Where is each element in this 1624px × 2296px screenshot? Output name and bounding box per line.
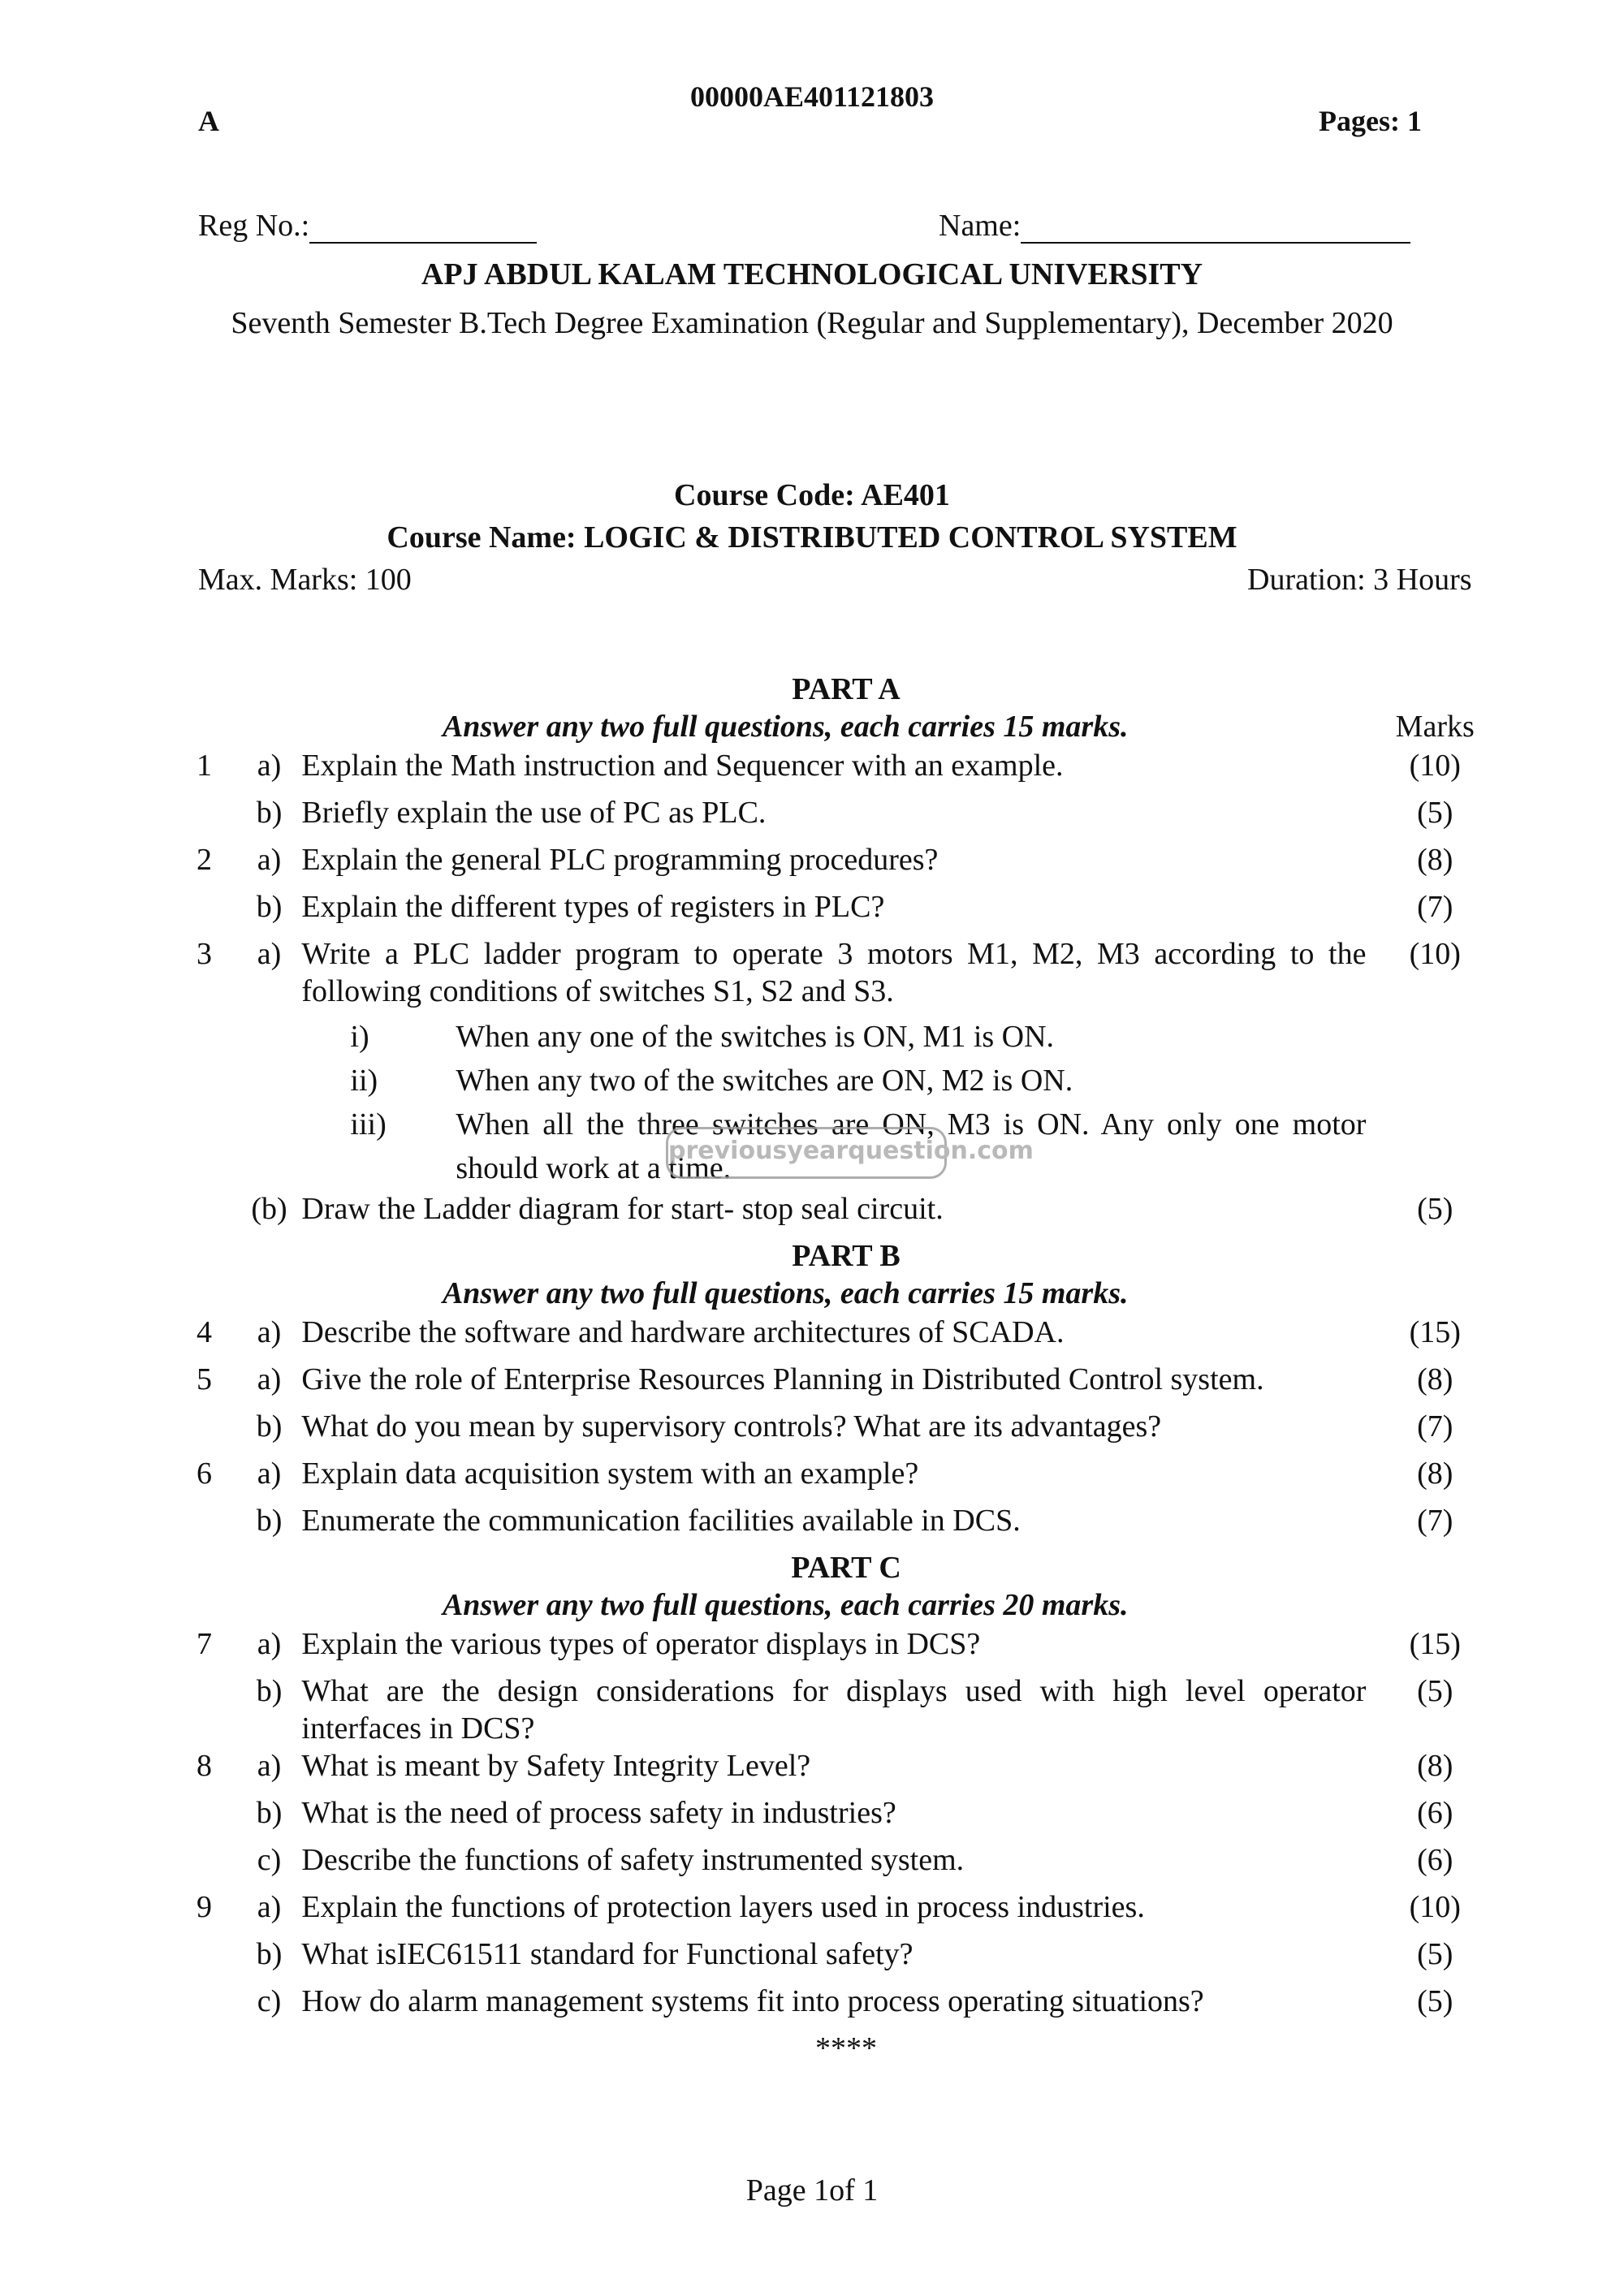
question-row xyxy=(197,1888,1496,1936)
question-number xyxy=(197,1841,237,1888)
question-number: 8 xyxy=(197,1749,212,1783)
question-text-cell xyxy=(301,1408,1374,1455)
part-title-row xyxy=(197,1549,1496,1586)
question-part: b) xyxy=(256,1409,283,1444)
question-marks: (15) xyxy=(1409,1627,1461,1661)
question-part: b) xyxy=(256,1504,283,1538)
question-row xyxy=(197,794,1496,841)
part-title: PART B xyxy=(792,1239,901,1273)
question-row xyxy=(197,1408,1496,1455)
question-marks: (5) xyxy=(1417,796,1453,830)
question-number: 1 xyxy=(197,749,212,783)
part-instruction: Answer any two full questions, each carries 15 marks. xyxy=(442,1276,1129,1310)
question-text: What are the design considerations for displays used with high level operator interfaces in DCS? xyxy=(301,1674,1367,1746)
question-text-cell xyxy=(301,1747,1374,1794)
question-text: How do alarm management systems fit into process operating situations? xyxy=(301,1984,1204,2018)
subitem xyxy=(301,1015,1366,1059)
part-instruction: Answer any two full questions, each carries 15 marks. xyxy=(442,710,1129,744)
question-part: a) xyxy=(257,1362,282,1396)
question-row xyxy=(197,1314,1496,1361)
question-text-cell xyxy=(301,841,1374,888)
question-part: (b) xyxy=(251,1192,287,1226)
question-marks: (6) xyxy=(1417,1843,1453,1877)
question-marks: (6) xyxy=(1417,1796,1453,1830)
marks-header xyxy=(1374,1586,1496,1625)
name-label: Name: xyxy=(939,209,1021,243)
subitem-text: When all the three switches are ON, M3 is ON. Any only one motor should work at a time. xyxy=(456,1107,1367,1185)
question-text: Describe the functions of safety instrumented system. xyxy=(301,1843,965,1877)
question-text-cell xyxy=(301,1936,1374,1983)
question-part: a) xyxy=(257,1315,282,1349)
question-text: Explain the various types of operator displays in DCS? xyxy=(301,1627,981,1661)
question-number: 7 xyxy=(197,1627,212,1661)
question-part: a) xyxy=(257,1457,282,1491)
question-row xyxy=(197,841,1496,888)
question-text: What do you mean by supervisory controls? What are its advantages? xyxy=(301,1409,1162,1444)
question-part: a) xyxy=(257,937,282,971)
end-mark-row xyxy=(197,2030,1496,2067)
question-text: Explain the general PLC programming procedures? xyxy=(301,843,939,877)
question-text-cell xyxy=(301,1841,1374,1888)
question-number xyxy=(197,1983,237,2030)
question-marks: (10) xyxy=(1409,1890,1461,1924)
question-row xyxy=(197,1983,1496,2030)
question-marks: (10) xyxy=(1409,749,1461,783)
question-number: 9 xyxy=(197,1890,212,1924)
question-table xyxy=(197,671,1496,2067)
question-row xyxy=(197,1455,1496,1502)
part-title-row xyxy=(197,1237,1496,1275)
question-text: Give the role of Enterprise Resources Planning in Distributed Control system. xyxy=(301,1362,1264,1396)
question-text: Briefly explain the use of PC as PLC. xyxy=(301,796,767,830)
course-name: Course Name: LOGIC & DISTRIBUTED CONTROL SYSTEM xyxy=(387,520,1237,555)
subitem-text: When any one of the switches is ON, M1 is ON. xyxy=(456,1020,1055,1054)
question-part: b) xyxy=(256,1937,283,1971)
part-title-row xyxy=(197,671,1496,708)
question-marks: (7) xyxy=(1417,890,1453,924)
question-number xyxy=(197,1672,237,1747)
set-label: A xyxy=(198,105,219,137)
question-text: Explain the functions of protection layers used in process industries. xyxy=(301,1890,1145,1924)
question-marks: (7) xyxy=(1417,1504,1453,1538)
question-marks: (5) xyxy=(1417,1937,1453,1971)
question-text: What is the need of process safety in industries? xyxy=(301,1796,896,1830)
paper-code: 00000AE401121803 xyxy=(689,80,935,113)
question-part: c) xyxy=(257,1984,282,2018)
reg-no-label: Reg No.: xyxy=(198,209,310,243)
question-text-cell xyxy=(301,1672,1374,1747)
question-row xyxy=(197,1747,1496,1794)
part-instruction: Answer any two full questions, each carries 20 marks. xyxy=(442,1588,1129,1622)
question-text: Explain the Math instruction and Sequencer with an example. xyxy=(301,749,1064,783)
question-row xyxy=(197,1794,1496,1841)
question-row xyxy=(197,1190,1496,1237)
question-marks: (8) xyxy=(1417,1749,1453,1783)
question-marks: (15) xyxy=(1409,1315,1461,1349)
pages-label: Pages: 1 xyxy=(1319,105,1422,137)
part-title: PART A xyxy=(792,672,901,706)
question-text-cell xyxy=(301,1314,1374,1361)
duration: Duration: 3 Hours xyxy=(1247,563,1472,597)
question-part: a) xyxy=(257,749,282,783)
question-text-cell xyxy=(301,1502,1374,1549)
subitem xyxy=(301,1059,1366,1103)
question-number: 3 xyxy=(197,937,212,971)
part-instruction-row xyxy=(197,1586,1496,1625)
question-marks: (8) xyxy=(1417,1457,1453,1491)
question-row xyxy=(197,888,1496,935)
question-row xyxy=(197,1672,1496,1747)
question-row xyxy=(197,1841,1496,1888)
subitem-numeral: ii) xyxy=(350,1064,378,1098)
question-number: 6 xyxy=(197,1457,212,1491)
question-number: 4 xyxy=(197,1315,212,1349)
question-text: Describe the software and hardware architectures of SCADA. xyxy=(301,1315,1065,1349)
question-part: a) xyxy=(257,1627,282,1661)
question-marks: (10) xyxy=(1409,937,1461,971)
question-number xyxy=(197,1190,237,1237)
question-text: Explain the different types of registers in PLC? xyxy=(301,890,885,924)
question-text-cell xyxy=(301,1888,1374,1936)
subitem-text: When any two of the switches are ON, M2 is ON. xyxy=(456,1064,1073,1098)
marks-header: Marks xyxy=(1395,710,1475,744)
question-part: c) xyxy=(257,1843,282,1877)
question-part: b) xyxy=(256,890,283,924)
max-marks: Max. Marks: 100 xyxy=(198,563,412,597)
part-instruction-row xyxy=(197,1275,1496,1314)
question-text: Write a PLC ladder program to operate 3 motors M1, M2, M3 according to the following conditions of switches S1, S2 and S3. xyxy=(301,937,1367,1008)
question-text-cell xyxy=(301,1983,1374,2030)
question-number xyxy=(197,1502,237,1549)
question-text-cell xyxy=(301,1455,1374,1502)
question-part: a) xyxy=(257,1890,282,1924)
question-number xyxy=(197,888,237,935)
question-number xyxy=(197,794,237,841)
question-text: Explain data acquisition system with an example? xyxy=(301,1457,919,1491)
question-row xyxy=(197,1361,1496,1408)
question-part: a) xyxy=(257,843,282,877)
question-part: b) xyxy=(256,1674,283,1708)
part-title: PART C xyxy=(791,1551,901,1585)
question-text: What is meant by Safety Integrity Level? xyxy=(301,1749,811,1783)
question-part: b) xyxy=(256,796,283,830)
question-marks: (5) xyxy=(1417,1192,1453,1226)
question-marks: (8) xyxy=(1417,843,1453,877)
question-text-cell xyxy=(301,747,1374,794)
question-text-cell xyxy=(301,1361,1374,1408)
question-part: a) xyxy=(257,1749,282,1783)
question-marks: (5) xyxy=(1417,1984,1453,2018)
name-blank xyxy=(1021,214,1410,244)
question-marks: (7) xyxy=(1417,1409,1453,1444)
question-marks: (5) xyxy=(1417,1674,1453,1708)
question-number xyxy=(197,1936,237,1983)
reg-no-blank xyxy=(309,214,537,244)
question-number: 2 xyxy=(197,843,212,877)
exam-title: Seventh Semester B.Tech Degree Examination (Regular and Supplementary), December 2020 xyxy=(231,306,1393,340)
subitem-numeral: i) xyxy=(350,1020,369,1054)
question-text-cell xyxy=(301,1794,1374,1841)
question-row xyxy=(197,747,1496,794)
course-code: Course Code: AE401 xyxy=(674,478,950,512)
end-mark: **** xyxy=(815,2031,877,2065)
question-row xyxy=(197,1502,1496,1549)
question-text: Enumerate the communication facilities available in DCS. xyxy=(301,1504,1021,1538)
question-part: b) xyxy=(256,1796,283,1830)
university-name: APJ ABDUL KALAM TECHNOLOGICAL UNIVERSITY xyxy=(421,257,1203,291)
reg-no-field xyxy=(198,208,537,244)
question-text: What isIEC61511 standard for Functional safety? xyxy=(301,1937,914,1971)
question-text: Draw the Ladder diagram for start- stop seal circuit. xyxy=(301,1192,944,1226)
watermark-stamp: previousyearquestion.com xyxy=(666,1127,947,1179)
question-text-cell xyxy=(301,1625,1374,1672)
part-instruction-row xyxy=(197,708,1496,747)
question-number xyxy=(197,1408,237,1455)
question-marks: (8) xyxy=(1417,1362,1453,1396)
question-row xyxy=(197,1625,1496,1672)
marks-header xyxy=(1374,1275,1496,1314)
question-number: 5 xyxy=(197,1362,212,1396)
question-text-cell xyxy=(301,888,1374,935)
question-text-cell xyxy=(301,1190,1374,1237)
subitem-numeral: iii) xyxy=(350,1107,387,1142)
question-row xyxy=(197,1936,1496,1983)
question-number xyxy=(197,1794,237,1841)
question-text-cell xyxy=(301,794,1374,841)
name-field xyxy=(939,208,1410,244)
page-footer: Page 1of 1 xyxy=(745,2173,879,2208)
